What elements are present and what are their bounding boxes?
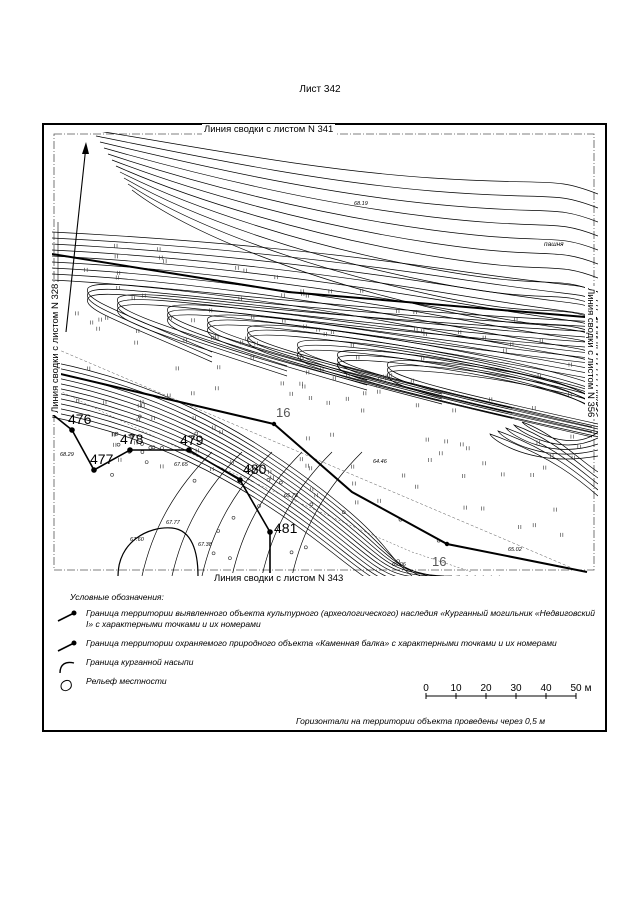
scale-bar-graphic xyxy=(420,682,610,712)
grass-mark xyxy=(378,499,381,503)
grass-mark xyxy=(426,438,429,442)
grass-mark xyxy=(281,381,284,385)
contour-line xyxy=(337,350,598,441)
topographic-map xyxy=(52,132,598,576)
grass-mark xyxy=(309,396,312,400)
grass-mark xyxy=(355,500,358,504)
dotted-line xyxy=(52,387,472,572)
grass-mark xyxy=(331,433,334,437)
legend-text: Граница территории выявленного объекта культурного (археологического) наследия «Курганный могильник «Недвиговский I» с характерными точками и их номерами xyxy=(86,608,596,629)
grass-mark xyxy=(87,366,90,370)
scale-bar xyxy=(420,682,610,712)
contour-line xyxy=(52,280,598,364)
north-arrow-icon xyxy=(82,142,89,154)
grass-mark xyxy=(192,318,195,322)
scale-tick: 0 xyxy=(423,683,429,694)
grass-mark xyxy=(76,311,79,315)
legend-text: Рельеф местности xyxy=(86,676,167,686)
legend-item-natural-boundary xyxy=(56,638,596,649)
shrub-mark xyxy=(304,546,307,549)
grass-mark xyxy=(290,392,293,396)
map-area[interactable] xyxy=(52,132,598,576)
label-479: 479 xyxy=(180,432,204,448)
grass-mark xyxy=(236,266,239,270)
grass-mark xyxy=(483,336,486,340)
contour-lines xyxy=(52,132,598,576)
mound-boundary xyxy=(118,528,198,576)
label-478: 478 xyxy=(120,431,144,447)
grass-mark xyxy=(453,408,456,412)
grass-mark xyxy=(161,464,164,468)
grass-mark xyxy=(429,458,432,462)
elev-label: 64.46 xyxy=(373,459,387,465)
arable-land-label: пашня xyxy=(544,241,564,248)
legend xyxy=(56,592,596,695)
elev-label: 67.65 xyxy=(174,462,188,468)
grass-mark xyxy=(300,382,303,386)
elev-label: 68.19 xyxy=(354,201,368,207)
grass-mark xyxy=(353,481,356,485)
contour-line xyxy=(108,154,598,250)
sheet-title: Лист 342 xyxy=(299,84,341,95)
point-479 xyxy=(186,447,192,453)
grass-mark xyxy=(239,297,242,301)
grass-mark xyxy=(361,408,364,412)
grass-mark xyxy=(119,458,122,462)
grass-mark xyxy=(351,465,354,469)
label-16b: 16 xyxy=(432,554,447,569)
edge-label-bottom: Линия сводки с листом N 343 xyxy=(214,573,344,584)
grass-mark xyxy=(543,466,546,470)
shrub-mark xyxy=(290,551,293,554)
contour-line xyxy=(124,178,598,306)
point-16a xyxy=(272,422,276,426)
contour-line xyxy=(120,172,598,292)
grass-mark xyxy=(113,443,116,447)
grass-mark xyxy=(464,506,467,510)
grass-mark xyxy=(416,403,419,407)
grass-mark xyxy=(502,472,505,476)
scale-tick: 20 xyxy=(480,683,492,694)
point-481 xyxy=(267,529,273,535)
grass-mark xyxy=(90,320,93,324)
grass-mark xyxy=(309,466,312,470)
grass-mark xyxy=(251,315,254,319)
grass-mark xyxy=(104,400,107,404)
grass-mark xyxy=(115,244,118,248)
elev-label: 68.29 xyxy=(60,452,74,458)
point-476 xyxy=(69,427,75,433)
grass-mark xyxy=(115,254,118,258)
grass-mark xyxy=(112,433,115,437)
contour-line xyxy=(112,160,598,264)
shrub-mark xyxy=(267,478,270,481)
elev-label: 67.77 xyxy=(166,520,180,526)
edge-label-left: Линия сводки с листом N 328 xyxy=(50,283,61,413)
grass-mark xyxy=(462,474,465,478)
natural-boundary-symbol-icon xyxy=(56,639,78,653)
grass-mark xyxy=(461,442,464,446)
shrub-mark xyxy=(149,446,152,449)
grass-mark xyxy=(440,451,443,455)
contour-line xyxy=(52,238,598,301)
label-476: 476 xyxy=(68,411,92,427)
point-478 xyxy=(127,447,133,453)
grass-mark xyxy=(99,318,102,322)
elev-label: 67.60 xyxy=(130,537,144,543)
grass-mark xyxy=(571,435,574,439)
grass-mark xyxy=(363,391,366,395)
contour-line xyxy=(104,148,598,236)
grass-mark xyxy=(504,349,507,353)
grass-mark xyxy=(415,485,418,489)
grass-mark xyxy=(306,464,309,468)
contour-line xyxy=(514,425,598,478)
grass-mark xyxy=(135,341,138,345)
elev-label: 65.02 xyxy=(508,547,522,553)
grass-mark xyxy=(560,533,563,537)
grass-mark xyxy=(164,259,167,263)
elev-label: 65.73 xyxy=(284,493,298,499)
grass-mark xyxy=(518,525,521,529)
shrub-mark xyxy=(279,481,282,484)
contour-line xyxy=(387,371,598,465)
scale-tick: 40 xyxy=(540,683,552,694)
grass-mark xyxy=(217,365,220,369)
mound-boundary-symbol-icon xyxy=(56,658,78,674)
legend-title: Условные обозначения: xyxy=(70,592,164,602)
edge-label-top: Линия сводки с листом N 341 xyxy=(204,124,334,135)
grass-mark xyxy=(327,401,330,405)
edge-label-right: Линия сводки с листом N 356 xyxy=(585,288,596,418)
map-inner-border xyxy=(54,134,594,570)
grass-mark xyxy=(216,386,219,390)
grass-mark xyxy=(192,391,195,395)
grass-mark xyxy=(116,275,119,279)
grass-mark xyxy=(483,461,486,465)
grass-mark xyxy=(307,436,310,440)
grass-mark xyxy=(142,403,145,407)
grass-mark xyxy=(445,439,448,443)
grass-mark xyxy=(402,474,405,478)
heritage-boundary-symbol-icon xyxy=(56,609,78,623)
grass-mark xyxy=(458,330,461,334)
grass-mark xyxy=(117,271,120,275)
label-481: 481 xyxy=(274,520,298,536)
grass-mark xyxy=(346,397,349,401)
shrub-mark xyxy=(228,557,231,560)
grass-mark xyxy=(467,446,470,450)
shrub-mark xyxy=(212,552,215,555)
grass-mark xyxy=(282,293,285,297)
grass-mark xyxy=(554,508,557,512)
shrub-mark xyxy=(111,473,114,476)
scale-tick: 50 xyxy=(570,683,582,694)
grass-mark xyxy=(377,390,380,394)
contour-line xyxy=(92,132,598,194)
legend-text: Граница курганной насыпи xyxy=(86,657,194,667)
contour-line xyxy=(247,330,598,413)
elev-label: 67.38 xyxy=(198,542,212,548)
grass-mark xyxy=(415,327,418,331)
scale-tick: 10 xyxy=(450,683,462,694)
grass-mark xyxy=(176,366,179,370)
shrub-mark xyxy=(145,461,148,464)
shrub-mark xyxy=(161,446,164,449)
grass-mark xyxy=(97,327,100,331)
shrub-mark xyxy=(193,479,196,482)
shrub-mark xyxy=(141,450,144,453)
label-16a: 16 xyxy=(276,405,291,420)
grass-mark xyxy=(300,457,303,461)
grass-mark xyxy=(302,384,305,388)
contour-line xyxy=(96,136,598,208)
shrub-mark xyxy=(217,529,220,532)
relief-symbol-icon xyxy=(56,677,78,693)
shrub-mark xyxy=(232,516,235,519)
scale-tick: 30 xyxy=(510,683,522,694)
shrub-mark xyxy=(310,503,313,506)
contour-note: Горизонтали на территории объекта проведены через 0,5 м xyxy=(296,716,546,726)
scale-unit: м xyxy=(584,683,592,694)
legend-item-heritage-boundary xyxy=(56,608,596,630)
grass-mark xyxy=(481,507,484,511)
grass-mark xyxy=(143,294,146,298)
legend-text: Граница территории охраняемого природного объекта «Каменная балка» с характерными точками и их номерами xyxy=(86,638,557,648)
contour-line xyxy=(337,355,598,446)
grass-mark xyxy=(356,355,359,359)
elev-label: 65.06 xyxy=(392,562,406,568)
point-477 xyxy=(91,467,97,473)
label-480: 480 xyxy=(243,461,267,477)
point-480 xyxy=(237,477,243,483)
point-16b xyxy=(445,542,449,546)
grass-mark xyxy=(533,523,536,527)
grass-mark xyxy=(351,343,354,347)
grass-mark xyxy=(531,473,534,477)
grass-mark xyxy=(333,376,336,380)
label-477: 477 xyxy=(90,451,114,467)
contour-line xyxy=(52,232,598,292)
legend-item-mound-boundary xyxy=(56,657,596,668)
